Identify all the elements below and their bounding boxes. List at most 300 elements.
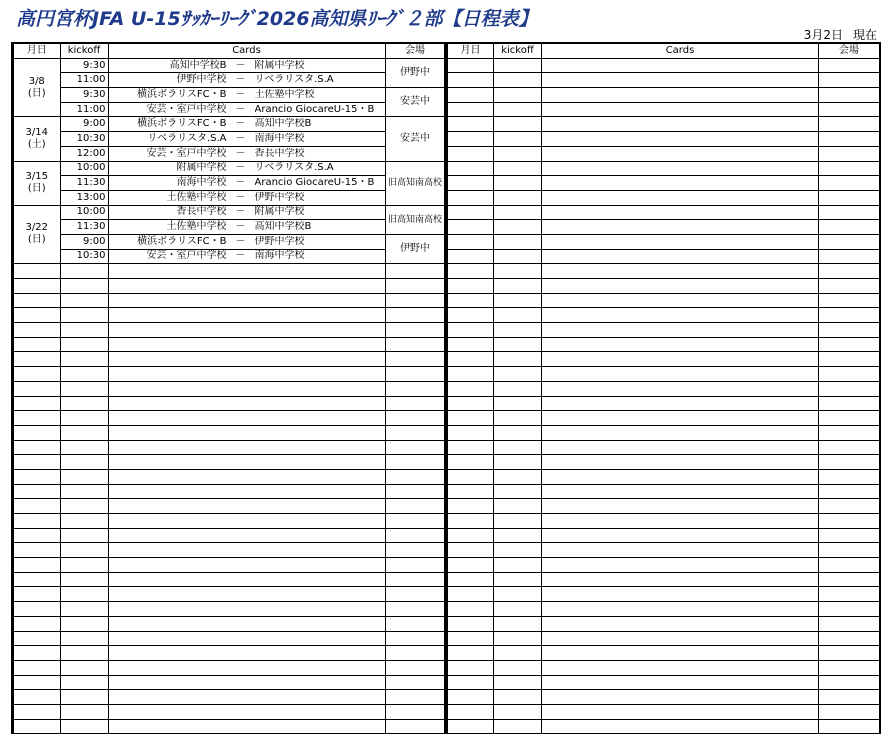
match-row	[13, 234, 445, 249]
kickoff-time: 9:00	[60, 117, 108, 132]
empty-cell	[385, 440, 445, 455]
empty-row	[447, 102, 880, 117]
empty-cell	[494, 455, 542, 470]
col-header-kickoff: kickoff	[60, 44, 108, 59]
away-team: 香長中学校	[254, 147, 305, 159]
empty-cell	[542, 543, 819, 558]
empty-cell	[385, 264, 445, 279]
empty-cell	[542, 469, 819, 484]
empty-cell	[385, 396, 445, 411]
home-team: 安芸・室戸中学校	[146, 250, 227, 262]
empty-cell	[494, 132, 542, 147]
empty-row	[13, 675, 445, 690]
empty-row	[447, 234, 880, 249]
empty-cell	[494, 558, 542, 573]
empty-cell	[60, 352, 108, 367]
empty-cell	[494, 484, 542, 499]
versus-dash: －	[235, 250, 246, 262]
empty-cell	[819, 323, 880, 338]
empty-cell	[494, 543, 542, 558]
empty-cell	[819, 73, 880, 88]
empty-cell	[108, 602, 385, 617]
empty-cell	[819, 572, 880, 587]
empty-cell	[542, 293, 819, 308]
empty-cell	[819, 205, 880, 220]
empty-cell	[819, 146, 880, 161]
away-team: 南海中学校	[254, 132, 305, 144]
col-header-cards: Cards	[108, 44, 385, 59]
empty-cell	[542, 660, 819, 675]
empty-cell	[13, 469, 60, 484]
empty-cell	[542, 234, 819, 249]
empty-cell	[542, 675, 819, 690]
empty-cell	[542, 161, 819, 176]
empty-cell	[542, 440, 819, 455]
empty-cell	[447, 279, 494, 294]
empty-cell	[819, 646, 880, 661]
empty-cell	[447, 176, 494, 191]
empty-cell	[60, 337, 108, 352]
match-date	[13, 58, 60, 117]
venue-name: 安芸中	[385, 117, 445, 161]
empty-cell	[542, 102, 819, 117]
empty-cell	[542, 367, 819, 382]
away-team: 南海中学校	[254, 250, 305, 262]
away-team: リベラリスタ.S.A	[254, 74, 334, 86]
empty-cell	[60, 308, 108, 323]
match-cell	[108, 205, 385, 220]
empty-cell	[13, 543, 60, 558]
empty-cell	[494, 396, 542, 411]
empty-cell	[108, 675, 385, 690]
versus-dash: －	[235, 221, 246, 233]
empty-cell	[447, 117, 494, 132]
empty-row	[447, 323, 880, 338]
empty-cell	[542, 73, 819, 88]
versus-dash: －	[235, 59, 246, 71]
empty-cell	[60, 719, 108, 734]
empty-cell	[385, 425, 445, 440]
empty-cell	[542, 117, 819, 132]
empty-row	[13, 572, 445, 587]
empty-cell	[542, 381, 819, 396]
empty-cell	[13, 484, 60, 499]
empty-cell	[542, 572, 819, 587]
empty-cell	[494, 411, 542, 426]
empty-cell	[819, 161, 880, 176]
empty-cell	[819, 587, 880, 602]
empty-cell	[494, 469, 542, 484]
empty-cell	[819, 88, 880, 103]
empty-cell	[494, 117, 542, 132]
empty-row	[447, 220, 880, 235]
empty-cell	[542, 323, 819, 338]
empty-row	[13, 631, 445, 646]
versus-dash: －	[235, 162, 246, 174]
empty-cell	[108, 528, 385, 543]
match-cell	[108, 102, 385, 117]
empty-cell	[542, 425, 819, 440]
empty-cell	[13, 308, 60, 323]
away-team: 土佐塾中学校	[254, 88, 315, 100]
empty-cell	[60, 469, 108, 484]
empty-cell	[819, 425, 880, 440]
empty-cell	[494, 176, 542, 191]
empty-cell	[819, 616, 880, 631]
schedule-table-left	[12, 43, 446, 734]
venue-name: 旧高知南高校	[385, 161, 445, 205]
empty-cell	[60, 279, 108, 294]
empty-row	[447, 543, 880, 558]
match-date	[13, 205, 60, 264]
empty-row	[447, 484, 880, 499]
empty-cell	[13, 323, 60, 338]
away-team: Arancio GiocareU-15・B	[254, 103, 375, 115]
match-cell	[108, 132, 385, 147]
empty-cell	[447, 293, 494, 308]
empty-cell	[819, 469, 880, 484]
away-team: 附属中学校	[254, 59, 305, 71]
empty-cell	[819, 381, 880, 396]
empty-row	[13, 455, 445, 470]
empty-row	[13, 440, 445, 455]
empty-cell	[819, 440, 880, 455]
col-header-venue: 会場	[819, 44, 880, 59]
empty-cell	[494, 587, 542, 602]
empty-row	[447, 558, 880, 573]
empty-cell	[385, 631, 445, 646]
match-cell	[108, 58, 385, 73]
empty-row	[13, 602, 445, 617]
col-header-kickoff: kickoff	[494, 44, 542, 59]
empty-cell	[108, 704, 385, 719]
empty-row	[447, 205, 880, 220]
empty-cell	[60, 690, 108, 705]
empty-cell	[13, 572, 60, 587]
empty-row	[13, 543, 445, 558]
empty-cell	[542, 455, 819, 470]
match-cell	[108, 190, 385, 205]
empty-cell	[447, 367, 494, 382]
empty-cell	[385, 293, 445, 308]
empty-cell	[108, 616, 385, 631]
empty-cell	[108, 719, 385, 734]
empty-row	[447, 337, 880, 352]
empty-cell	[385, 308, 445, 323]
empty-cell	[542, 396, 819, 411]
empty-cell	[108, 337, 385, 352]
empty-cell	[385, 411, 445, 426]
empty-cell	[13, 440, 60, 455]
empty-cell	[494, 352, 542, 367]
empty-cell	[447, 190, 494, 205]
empty-cell	[542, 132, 819, 147]
empty-row	[13, 337, 445, 352]
empty-cell	[385, 660, 445, 675]
empty-row	[13, 660, 445, 675]
match-date	[13, 161, 60, 205]
empty-cell	[13, 499, 60, 514]
match-row	[13, 132, 445, 147]
empty-cell	[385, 616, 445, 631]
empty-cell	[385, 484, 445, 499]
empty-cell	[108, 543, 385, 558]
empty-cell	[447, 220, 494, 235]
empty-cell	[108, 367, 385, 382]
empty-cell	[108, 352, 385, 367]
empty-row	[13, 558, 445, 573]
empty-cell	[542, 249, 819, 264]
match-date-day: 3/8	[28, 75, 45, 87]
empty-cell	[447, 499, 494, 514]
empty-row	[13, 367, 445, 382]
empty-cell	[819, 528, 880, 543]
empty-cell	[494, 323, 542, 338]
match-row	[13, 102, 445, 117]
empty-cell	[542, 352, 819, 367]
empty-cell	[494, 514, 542, 529]
empty-cell	[385, 690, 445, 705]
empty-row	[447, 572, 880, 587]
col-header-cards: Cards	[542, 44, 819, 59]
empty-row	[13, 381, 445, 396]
empty-cell	[385, 704, 445, 719]
empty-cell	[447, 88, 494, 103]
home-team: 土佐塾中学校	[166, 191, 227, 203]
empty-cell	[108, 572, 385, 587]
empty-cell	[108, 499, 385, 514]
empty-cell	[819, 117, 880, 132]
empty-cell	[447, 440, 494, 455]
empty-cell	[494, 58, 542, 73]
empty-cell	[494, 499, 542, 514]
empty-cell	[447, 58, 494, 73]
home-team: 香長中学校	[176, 206, 227, 218]
kickoff-time: 11:30	[60, 176, 108, 191]
empty-cell	[13, 411, 60, 426]
empty-cell	[108, 660, 385, 675]
empty-cell	[108, 440, 385, 455]
kickoff-time: 9:00	[60, 234, 108, 249]
empty-cell	[447, 528, 494, 543]
home-team: 伊野中学校	[176, 74, 227, 86]
empty-cell	[542, 411, 819, 426]
match-cell	[108, 73, 385, 88]
empty-cell	[13, 279, 60, 294]
empty-cell	[447, 425, 494, 440]
match-row	[13, 58, 445, 73]
match-row	[13, 176, 445, 191]
empty-cell	[108, 484, 385, 499]
empty-cell	[60, 323, 108, 338]
empty-cell	[108, 558, 385, 573]
empty-cell	[542, 528, 819, 543]
empty-cell	[13, 646, 60, 661]
empty-cell	[447, 411, 494, 426]
empty-cell	[447, 323, 494, 338]
empty-cell	[494, 146, 542, 161]
empty-cell	[819, 176, 880, 191]
empty-cell	[447, 352, 494, 367]
empty-cell	[60, 675, 108, 690]
kickoff-time: 10:30	[60, 249, 108, 264]
empty-cell	[13, 396, 60, 411]
versus-dash: －	[235, 191, 246, 203]
empty-cell	[542, 176, 819, 191]
empty-cell	[494, 425, 542, 440]
match-cell	[108, 176, 385, 191]
empty-row	[447, 308, 880, 323]
empty-cell	[447, 264, 494, 279]
empty-cell	[13, 558, 60, 573]
empty-cell	[819, 675, 880, 690]
empty-cell	[60, 396, 108, 411]
kickoff-time: 10:30	[60, 132, 108, 147]
empty-cell	[494, 528, 542, 543]
empty-cell	[819, 264, 880, 279]
empty-row	[13, 411, 445, 426]
empty-cell	[447, 602, 494, 617]
schedule-table-right	[445, 43, 880, 734]
empty-row	[447, 690, 880, 705]
empty-row	[447, 73, 880, 88]
empty-cell	[494, 308, 542, 323]
empty-cell	[542, 631, 819, 646]
empty-row	[447, 514, 880, 529]
empty-cell	[494, 337, 542, 352]
empty-cell	[108, 411, 385, 426]
empty-cell	[542, 190, 819, 205]
empty-cell	[60, 455, 108, 470]
empty-row	[13, 514, 445, 529]
empty-cell	[542, 690, 819, 705]
empty-cell	[542, 514, 819, 529]
empty-cell	[494, 675, 542, 690]
empty-row	[447, 264, 880, 279]
empty-row	[13, 587, 445, 602]
venue-name: 伊野中	[385, 58, 445, 87]
empty-cell	[108, 514, 385, 529]
match-cell	[108, 161, 385, 176]
empty-row	[447, 616, 880, 631]
empty-cell	[819, 132, 880, 147]
empty-cell	[819, 102, 880, 117]
empty-cell	[542, 220, 819, 235]
empty-cell	[447, 690, 494, 705]
empty-cell	[447, 455, 494, 470]
empty-cell	[60, 660, 108, 675]
empty-cell	[494, 616, 542, 631]
empty-cell	[542, 719, 819, 734]
empty-cell	[494, 690, 542, 705]
kickoff-time: 10:00	[60, 161, 108, 176]
empty-row	[447, 176, 880, 191]
match-cell	[108, 220, 385, 235]
empty-cell	[108, 469, 385, 484]
kickoff-time: 11:00	[60, 102, 108, 117]
home-team: 土佐塾中学校	[166, 221, 227, 233]
empty-cell	[60, 264, 108, 279]
match-date	[13, 117, 60, 161]
versus-dash: －	[235, 132, 246, 144]
versus-dash: －	[235, 74, 246, 86]
empty-cell	[60, 572, 108, 587]
empty-row	[13, 352, 445, 367]
empty-cell	[447, 234, 494, 249]
empty-cell	[447, 469, 494, 484]
empty-cell	[60, 514, 108, 529]
empty-cell	[60, 631, 108, 646]
empty-cell	[13, 367, 60, 382]
empty-row	[447, 646, 880, 661]
empty-row	[13, 323, 445, 338]
match-cell	[108, 234, 385, 249]
empty-cell	[108, 293, 385, 308]
venue-name: 伊野中	[385, 234, 445, 263]
empty-cell	[385, 528, 445, 543]
empty-row	[13, 484, 445, 499]
empty-row	[447, 528, 880, 543]
empty-cell	[447, 587, 494, 602]
empty-cell	[13, 264, 60, 279]
empty-row	[447, 660, 880, 675]
empty-cell	[494, 602, 542, 617]
empty-row	[447, 381, 880, 396]
empty-cell	[494, 264, 542, 279]
empty-cell	[60, 411, 108, 426]
empty-cell	[542, 146, 819, 161]
as-of-date	[794, 26, 877, 43]
empty-row	[447, 587, 880, 602]
empty-row	[447, 117, 880, 132]
kickoff-time: 12:00	[60, 146, 108, 161]
empty-row	[447, 367, 880, 382]
empty-row	[447, 293, 880, 308]
empty-cell	[447, 484, 494, 499]
as-of-label: 現在	[852, 28, 877, 42]
empty-cell	[447, 558, 494, 573]
empty-cell	[542, 279, 819, 294]
empty-cell	[542, 205, 819, 220]
empty-cell	[108, 646, 385, 661]
empty-cell	[542, 558, 819, 573]
home-team: 高知中学校B	[169, 59, 227, 71]
match-cell	[108, 146, 385, 161]
empty-cell	[447, 719, 494, 734]
empty-cell	[385, 587, 445, 602]
empty-row	[447, 396, 880, 411]
match-row	[13, 249, 445, 264]
home-team: 横浜ボラリスFC・B	[137, 235, 227, 247]
empty-cell	[494, 631, 542, 646]
empty-cell	[60, 425, 108, 440]
match-cell	[108, 249, 385, 264]
match-cell	[108, 117, 385, 132]
empty-cell	[819, 190, 880, 205]
empty-row	[13, 719, 445, 734]
empty-cell	[60, 587, 108, 602]
empty-cell	[494, 367, 542, 382]
empty-row	[447, 146, 880, 161]
empty-cell	[13, 528, 60, 543]
empty-row	[447, 352, 880, 367]
empty-row	[13, 308, 445, 323]
empty-cell	[819, 690, 880, 705]
empty-cell	[108, 381, 385, 396]
empty-row	[447, 411, 880, 426]
empty-cell	[494, 234, 542, 249]
empty-row	[447, 631, 880, 646]
